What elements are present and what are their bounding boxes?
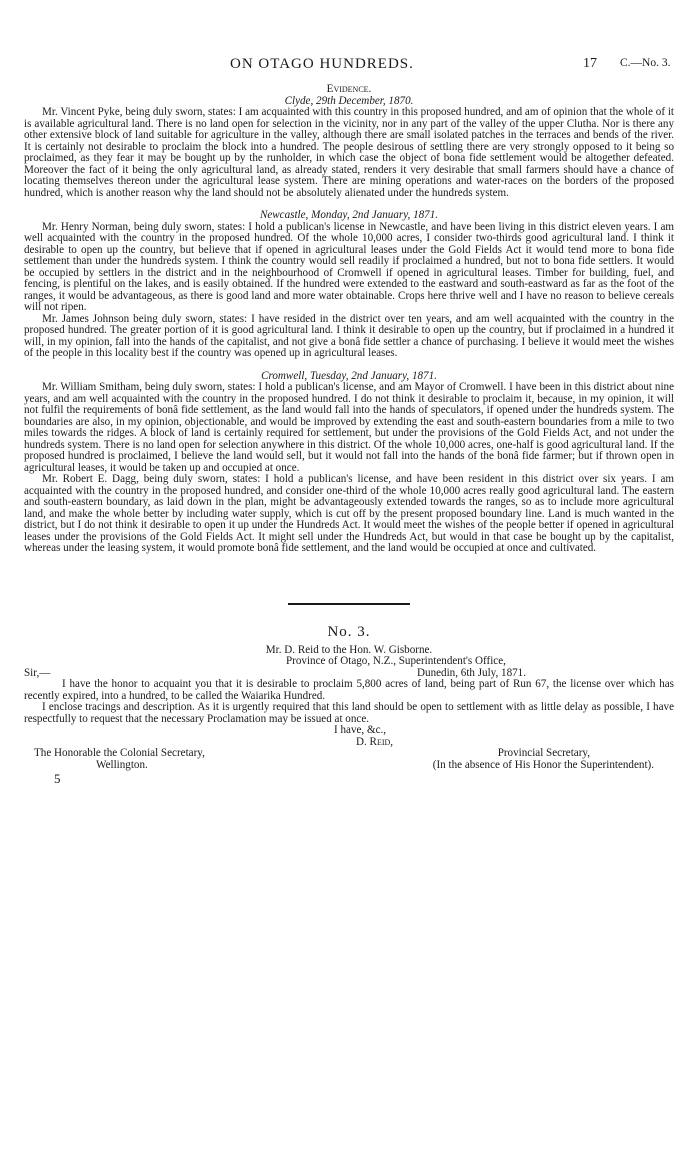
address-line-1: Province of Otago, N.Z., Superintendent's Office, — [286, 655, 506, 667]
page-body — [24, 84, 674, 787]
signer-note: (In the absence of His Honor the Superintendent). — [432, 758, 654, 771]
place-date-cromwell: Cromwell, Tuesday, 2nd January, 1871. — [261, 369, 437, 382]
letter-paragraph-1: I have the honor to acquaint you that it is desirable to proclaim 5,800 acres of land, being part of Run 67, the license over which has recently expired, into a hundred, to be called the Waiarika Hundred. — [24, 678, 674, 702]
running-title: ON OTAGO HUNDREDS. — [230, 56, 414, 72]
letter-paragraph-2: I enclose tracings and description. As it is urgently required that this land should be open to settlement with as little delay as possible, I have respectfully to request that the necessary Proclamation may be issued at once. — [24, 701, 674, 725]
testimony-norman: Mr. Henry Norman, being duly sworn, states: I hold a publican's license in Newcastle, and have been living in this district eleven years. I am well acquainted with the country in the proposed hundred. Of the whole 10,000 acres, I consider two-thirds good agricultural land. I think it desirable to open up the country, but believe that if opened in agricultural leases under the Gold Fields Act it would tend more to bona fide settlement than under the hundreds system. I think the country would sell readily if proclaimed a hundred, but not to bona fide settlers. It would be occupied by settlers in the district and in the neighbourhood of Cromwell if opened in agricultural leases. Timber for building, fuel, and fencing, is plentiful on the lakes, and is easily obtained. If the hundred were extended to the eastward and south-eastward as far as the foot of the ranges, it would be advantageous, as there is good land and more water obtainable. Crops here thrive well and I have no reason to believe cereals will not ripen. — [24, 220, 674, 313]
letter-number: No. 3. — [327, 623, 371, 640]
document-reference: C.—No. 3. — [620, 57, 671, 69]
letter-from-to: Mr. D. Reid to the Hon. W. Gisborne. — [265, 643, 433, 656]
testimony-johnson: Mr. James Johnson being duly sworn, states: I have resided in the district over ten years, and am well acquainted with the country in the proposed hundred. The greater portion of it is good agricultural land. I think it desirable to open up the country, but if proclaimed in a hundred it will, in my opinion, fall into the hands of the capitalist, and not give a bonâ fide settler a chance of purchasing. I believe it would meet the wishes of the people in this locality best if the country was opened up in agricultural leases. — [24, 312, 674, 359]
page-header — [0, 56, 700, 76]
recipient-line-2: Wellington. — [96, 758, 148, 771]
testimony-dagg: Mr. Robert E. Dagg, being duly sworn, states: I hold a publican's license, and have been resident in this district over six years. I am acquainted with the country in the proposed hundred, and consider one-third of the whole 10,000 acres really good agricultural land. The eastern and south-eastern boundary, as laid down in the plan, might be advantageously extended towards the ranges, so as to include more agricultural land, and make the whole better by including water supply, which is cut off by the present proposed boundary line. Land is much wanted in the district, but I do not think it desirable to open it up under the Hundreds Act. It would meet the wishes of the people better if opened in agricultural leases under the provisions of the Gold Fields Act. It might sell under the Hundreds Act, but would in that case be bought up by the capitalist, whereas under the leasing system, it would promote bonâ fide settlement, and the land would be occupied at once and cultivated. — [24, 473, 674, 554]
letter-signer: D. Reid, — [356, 735, 394, 748]
address-line-2: Dunedin, 6th July, 1871. — [417, 666, 526, 679]
page-number: 17 — [583, 56, 597, 71]
signature-number: 5 — [54, 771, 61, 786]
place-date-newcastle: Newcastle, Monday, 2nd January, 1871. — [259, 209, 439, 221]
signer-title: Provincial Secretary, — [497, 747, 590, 759]
letter-closing: I have, &c., — [334, 724, 387, 736]
place-date-clyde: Clyde, 29th December, 1870. — [284, 94, 414, 107]
salutation: Sir,— — [24, 666, 51, 679]
testimony-smitham: Mr. William Smitham, being duly sworn, states: I hold a publican's license, and am Mayor of Cromwell. I have been in this district about nine years, and am well acquainted with the country in the proposed hundred. I do not think it desirable to proclaim it, because, in my opinion, it will not fulfil the requirements of bonâ fide settlement, as the land would fall into the hands of speculators, if opened under the hundreds system. The boundaries are also, in my opinion, objectionable, and would be improved by extending the east and south-eastern boundaries from a mile to two miles towards the ridges. A block of land is certainly required for settlement, but under the provisions of the Gold Fields Act, and not under the hundreds system. There is no land open for selection anywhere in this district. Of the whole 10,000 acres, one-half is good agricultural land. If the proposed hundred is proclaimed, I believe the land would sell, but it would not fall into the hands of the bonâ fide farmer; but if thrown open in agricultural leases, it would be taken up and occupied at once. — [24, 381, 674, 474]
testimony-pyke: Mr. Vincent Pyke, being duly sworn, states: I am acquainted with this country in this proposed hundred, and am of opinion that the whole of it is available agricultural land. There is no land open for selection in the vicinity, nor in any part of the valley of the upper Clutha. Nor is there any other extensive block of land suitable for agriculture in the valley, although there are small isolated patches in the terraces and bends of the river. It is certainly not desirable to proclaim the block into a hundred. The people desirous of settling there are very strongly opposed to it being so proclaimed, as they fear it may be bought up by the runholder, in which case the object of bona fide settlement would be altogether defeated. Moreover the fact of it being the only agricultural land, as already stated, renders it very desirable that small farmers should have a chance of locating themselves thereon under the agricultural lease system. There are mining operations and water-races on the borders of the proposed hundred, which is another reason why the land should not be absolutely alienated under the hundreds system. — [24, 106, 674, 199]
letter-address — [24, 656, 674, 668]
recipient-line-1: The Honorable the Colonial Secretary, — [34, 747, 205, 759]
evidence-heading: Evidence. — [326, 83, 372, 95]
